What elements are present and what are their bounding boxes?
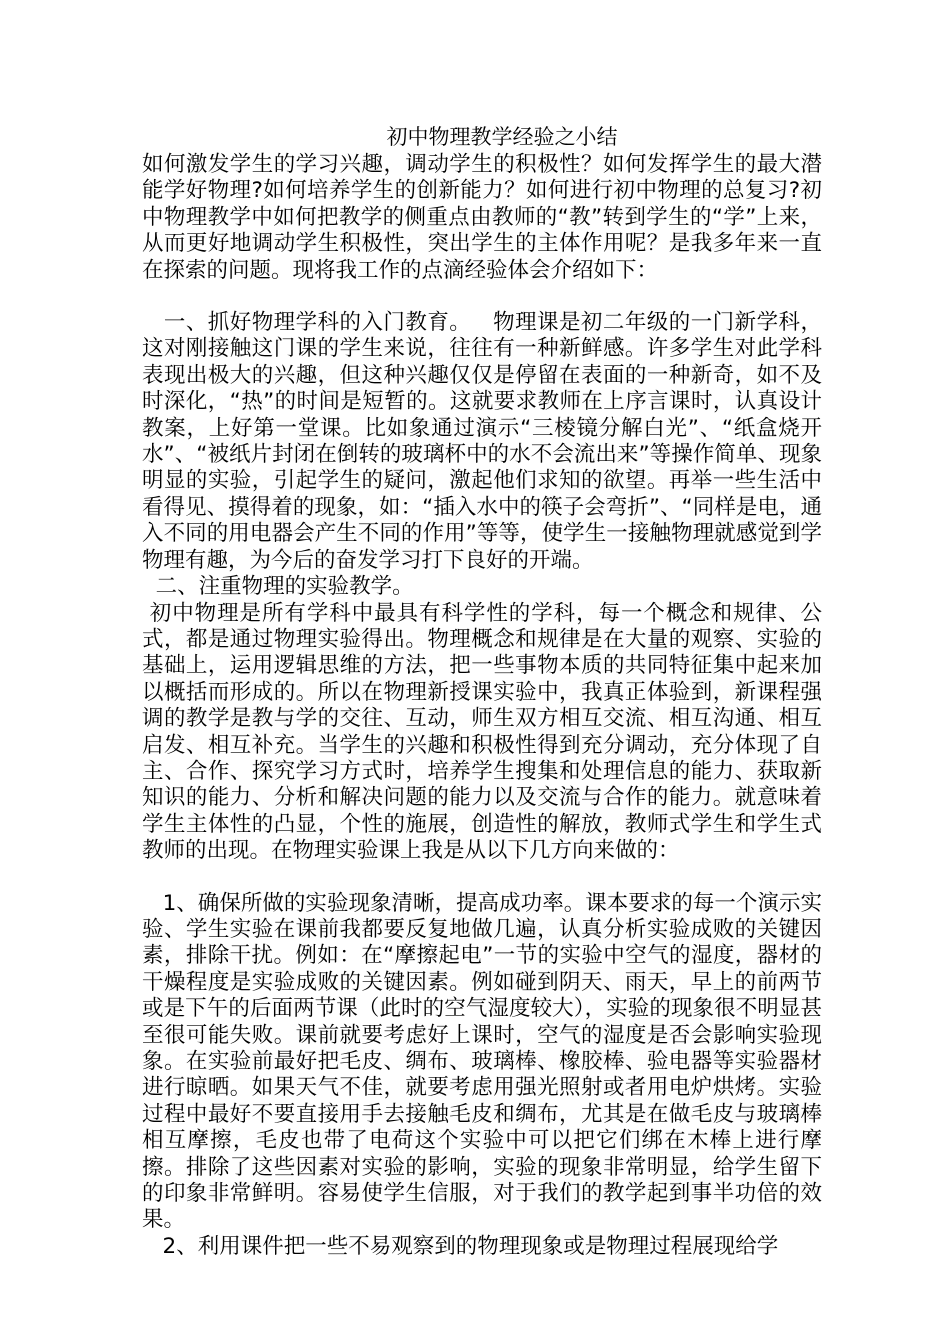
section-two-paragraph: 初中物理是所有学科中最具有科学性的学科，每一个概念和规律、公式，都是通过物理实验得出。物理概念和规律是在大量的观察、实验的基础上，运用逻辑思维的方法，把一些事物本质的共同特征集中起来加以概括而形成的。所以在物理新授课实验中，我真正体验到，新课程强调的教学是教与学的交往、互动，师生双方相互交流、相互沟通、相互启发、相互补充。当学生的兴趣和积极性得到充分调动，充分体现了自主、合作、探究学习方式时，培养学生搜集和处理信息的能力、获取新知识的能力、分析和解决问题的能力以及交流与合作的能力。就意味着学生主体性的凸显，个性的施展，创造性的解放，教师式学生和学生式教师的出现。在物理实验课上我是从以下几方向来做的： xyxy=(142,600,822,864)
section-two-heading: 二、注重物理的实验教学。 xyxy=(142,574,414,600)
section-one-paragraph: 一、抓好物理学科的入门教育。 物理课是初二年级的一门新学科，这对刚接触这门课的学生来说，往往有一种新鲜感。许多学生对此学科表现出极大的兴趣，但这种兴趣仅仅是停留在表面的一种新奇，如不及时深化，“热”的时间是短暂的。这就要求教师在上序言课时，认真设计教案，上好第一堂课。比如象通过演示“三棱镜分解白光”、“纸盒烧开水”、“被纸片封闭在倒转的玻璃杯中的水不会流出来”等操作简单、现象明显的实验，引起学生的疑问，激起他们求知的欲望。再举一些生活中看得见、摸得着的现象，如：“插入水中的筷子会弯折”、“同样是电，通入不同的用电器会产生不同的作用”等等，使学生一接触物理就感觉到学物理有趣，为今后的奋发学习打下良好的开端。 xyxy=(142,310,822,573)
document-title: 初中物理教学经验之小结 xyxy=(386,125,618,149)
point-one-paragraph: 1、确保所做的实验现象清晰，提高成功率。课本要求的每一个演示实验、学生实验在课前我都要反复地做几遍，认真分析实验成败的关键因素，排除干扰。例如：在“摩擦起电”一节的实验中空气的湿度，器材的干燥程度是实验成败的关键因素。例如碰到阴天、雨天，早上的前两节或是下午的后面两节课（此时的空气湿度较大），实验的现象很不明显甚至很可能失败。课前就要考虑好上课时，空气的湿度是否会影响实验现象。在实验前最好把毛皮、绸布、玻璃棒、橡胶棒、验电器等实验器材进行晾晒。如果天气不佳，就要考虑用强光照射或者用电炉烘烤。实验过程中最好不要直接用手去接触毛皮和绸布，尤其是在做毛皮与玻璃棒相互摩擦，毛皮也带了电荷这个实验中可以把它们绑在木棒上进行摩擦。排除了这些因素对实验的影响，实验的现象非常明显，给学生留下的印象非常鲜明。容易使学生信服，对于我们的教学起到事半功倍的效果。 xyxy=(142,890,822,1233)
paragraph-gap xyxy=(142,865,822,891)
point-two-paragraph: 2、利用课件把一些不易观察到的物理现象或是物理过程展现给学 xyxy=(142,1233,779,1259)
paragraph-gap xyxy=(142,284,822,310)
intro-paragraph: 如何激发学生的学习兴趣，调动学生的积极性？如何发挥学生的最大潜能学好物理?如何培养学生的创新能力？如何进行初中物理的总复习?初中物理教学中如何把教学的侧重点由教师的“教”转到学生的“学”上来，从而更好地调动学生积极性，突出学生的主体作用呢？是我多年来一直在探索的问题。现将我工作的点滴经验体会介绍如下： xyxy=(142,152,822,283)
document-page xyxy=(142,124,822,1260)
